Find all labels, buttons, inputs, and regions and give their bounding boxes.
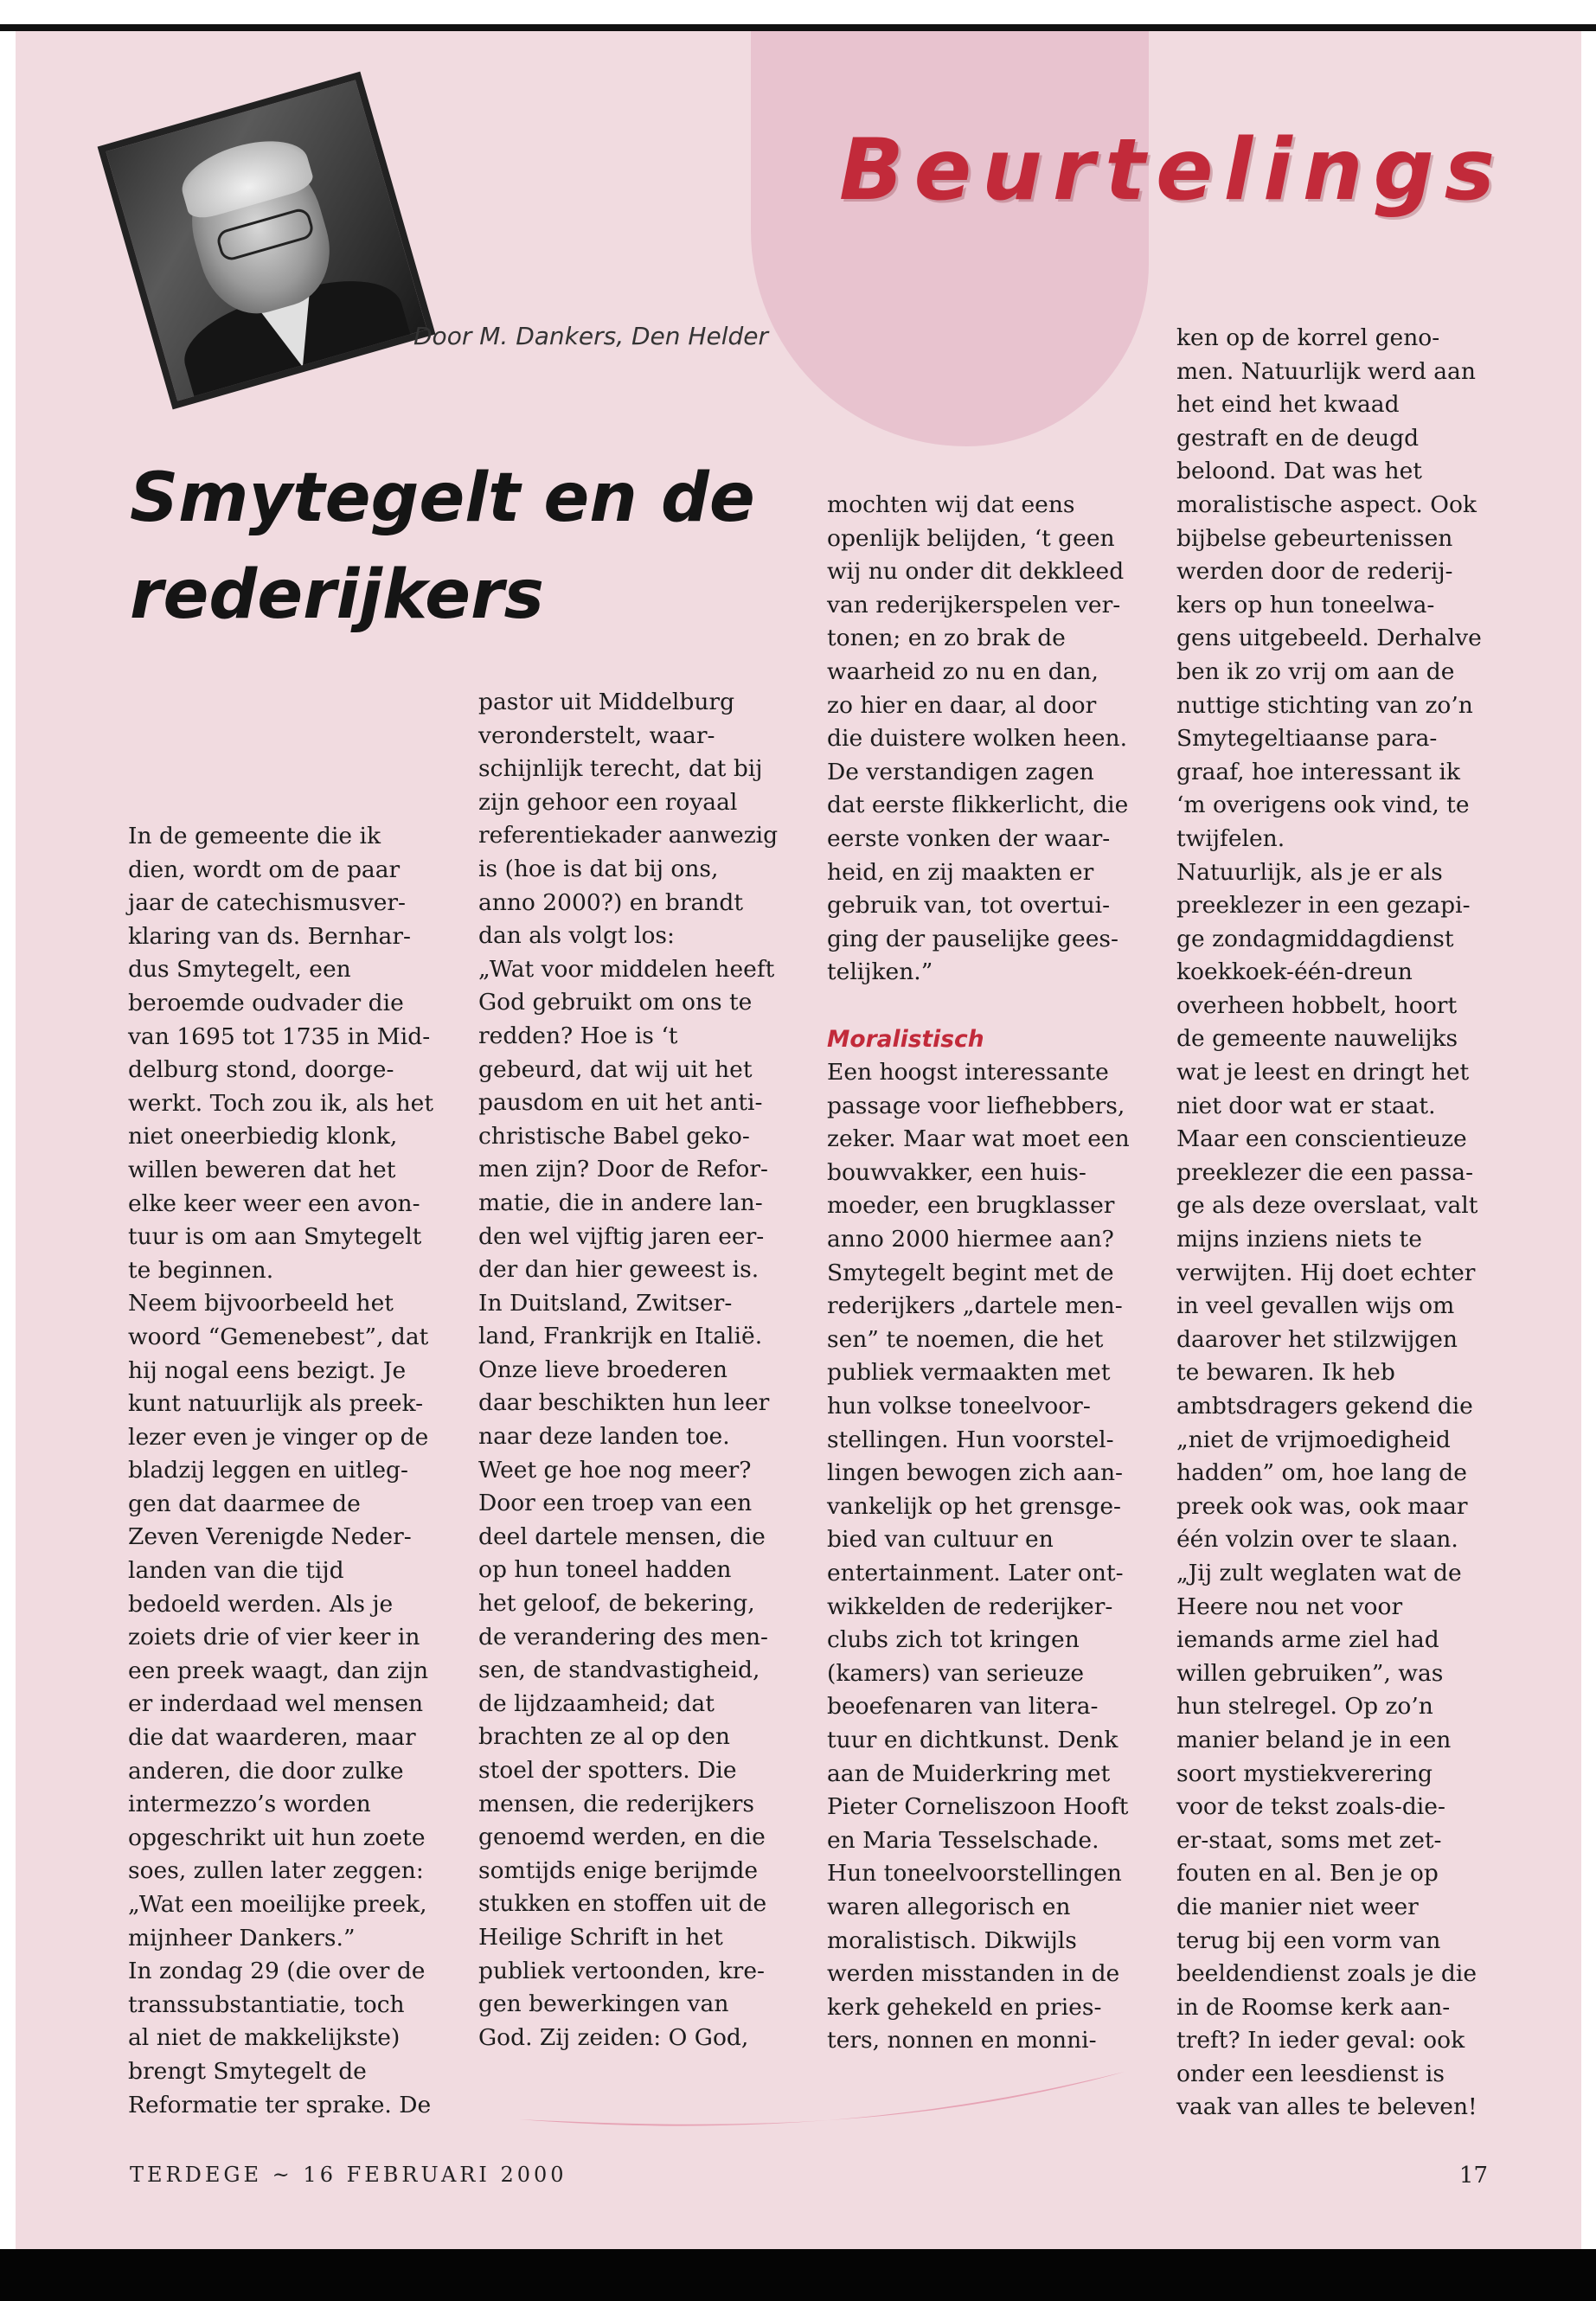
subheading: Moralistisch (827, 1025, 984, 1053)
article-column-4: ken op de korrel geno- men. Natuurlijk werd aan het eind het kwaad gestraft en de deugd beloond. Dat was het moralistische aspect. Ook bijbelse gebeurtenissen werden door de rederij- kers op hun toneelwa- gens uitgebeeld. Derhalve ben ik zo vrij om aan de nuttige stichting van zo’n Smytegeltiaanse para- graaf, hoe interessant ik ‘m overigens ook vind, te twijfelen. Natuurlijk, als je er als preeklezer in een gezapi- ge zondagmiddagdienst koekkoek-één-dreun overheen hobbelt, hoort de gemeente nauwelijks wat je leest en dringt het niet door wat er staat. Maar een conscientieuze preeklezer die een passa- ge als deze overslaat, valt mijns inziens niets te verwijten. Hij doet echter in veel gevallen wijs om daarover het stilzwijgen te bewaren. Ik heb ambtsdragers gekend die „niet de vrijmoedigheid hadden” om, hoe lang de preek ook was, ook maar één volzin over te slaan. „Jij zult weglaten wat de Heere nou net voor iemands arme ziel had willen gebruiken”, was hun stelregel. Op zo’n manier beland je in een soort mystiekverering voor de tekst zoals-die- er-staat, soms met zet- fouten en al. Ben je op die manier niet weer terug bij een vorm van beeldendienst zoals je die in de Roomse kerk aan- treft? In ieder geval: ook onder een leesdienst is vaak van alles te beleven! (1176, 324, 1482, 2121)
top-border (0, 24, 1596, 31)
column-3-body: Een hoogst interessante passage voor liefhebbers, zeker. Maar wat moet een bouwvakker, een huis- moeder, een brugklasser anno 2000 hiermee aan? Smytegelt begint met de rederijkers „dartele men- sen” te noemen, die het publiek vermaakten met hun volkse toneelvoor- stellingen. Hun voorstel- lingen bewogen zich aan- vankelijk op het grensge- bied van cultuur en entertainment. Later ont- wikkelden de rederijker- clubs zich tot kringen (kamers) van serieuze beoefenaren van litera- tuur en dichtkunst. Denk aan de Muiderkring met Pieter Corneliszoon Hooft en Maria Tesselschade. Hun toneelvoorstellingen waren allegorisch en moralistisch. Dikwijls werden misstanden in de kerk gehekeld en pries- ters, nonnen en monni- (827, 1059, 1130, 2054)
footer-publication: TERDEGE ~ 16 FEBRUARI 2000 (130, 2163, 567, 2187)
byline: Door M. Dankers, Den Helder (413, 322, 769, 350)
headline-line-2: rederijkers (130, 556, 544, 634)
article-column-1: In de gemeente die ik dien, wordt om de paar jaar de catechismusver- klaring van ds. Bernhar- dus Smytegelt, een beroemde oudvader die van 1695 tot 1735 in Mid- delburg stond, doorge- werkt. Toch zou ik, als het niet oneerbiedig klonk, willen beweren dat het elke keer weer een avon- tuur is om aan Smytegelt te beginnen. Neem bijvoorbeeld het woord “Gemenebest”, dat hij nogal eens bezigt. Je kunt natuurlijk als preek- lezer even je vinger op de bladzij leggen en uitleg- gen dat daarmee de Zeven Verenigde Neder- landen van die tijd bedoeld werden. Als je zoiets drie of vier keer in een preek waagt, dan zijn er inderdaad wel mensen die dat waarderen, maar anderen, die door zulke intermezzo’s worden opgeschrikt uit hun zoete soes, zullen later zeggen: „Wat een moeilijke preek, mijnheer Dankers.” In zondag 29 (die over de transsubstantiatie, toch al niet de makkelijkste) brengt Smytegelt de Reformatie ter sprake. De (128, 823, 433, 2118)
decorative-swoosh (519, 2067, 1125, 2137)
article-column-2: pastor uit Middelburg veronderstelt, waar- schijnlijk terecht, dat bij zijn gehoor een royaal referentiekader aanwezig is (hoe is dat bij ons, anno 2000?) en brandt dan als volgt los: „Wat voor middelen heeft God gebruikt om ons te redden? Hoe is ‘t gebeurd, dat wij uit het pausdom en uit het anti- christische Babel geko- men zijn? Door de Refor- matie, die in andere lan- den wel vijftig jaren eer- der dan hier geweest is. In Duitsland, Zwitser- land, Frankrijk en Italië. Onze lieve broederen daar beschikten hun leer naar deze landen toe. Weet ge hoe nog meer? Door een troep van een deel dartele mensen, die op hun toneel hadden het geloof, de bekering, de verandering des men- sen, de standvastigheid, de lijdzaamheid; dat brachten ze al op den stoel der spotters. Die mensen, die rederijkers genoemd werden, en die somtijds enige berijmde stukken en stoffen uit de Heilige Schrift in het publiek vertoonden, kre- gen bewerkingen van God. Zij zeiden: O God, (478, 689, 779, 2051)
headline-line-1: Smytegelt en de (130, 459, 755, 537)
bottom-border (0, 2249, 1596, 2301)
section-label: Beurtelings (838, 121, 1505, 220)
headline (130, 450, 787, 644)
column-3-intro: mochten wij dat eens openlijk belijden, ‘t geen wij nu onder dit dekkleed van rederijkerspelen ver- tonen; en zo brak de waarheid zo nu en dan, zo hier en daar, al door die duistere wolken heen. De verstandigen zagen dat eerste flikkerlicht, die eerste vonken der waar- heid, en zij maakten er gebruik van, tot overtui- ging der pauselijke gees- telijken.” (827, 491, 1129, 986)
article-column-3 (827, 489, 1130, 2058)
decorative-pink-shape (751, 31, 1149, 446)
page-number: 17 (1458, 2163, 1488, 2189)
